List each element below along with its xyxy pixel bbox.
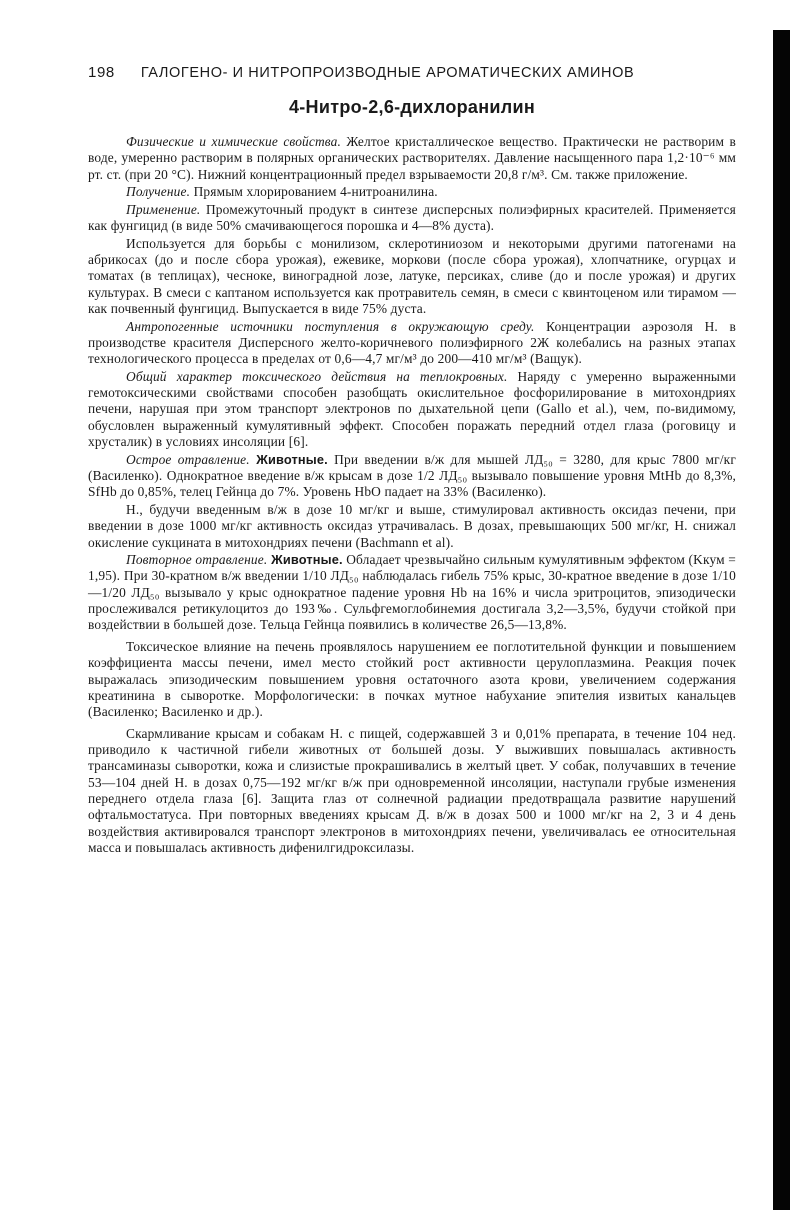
- paragraph-text: Концентрации аэрозоля Н. в производстве красителя Дисперсного желто-коричневого полиэфирного 2Ж колебались на разных этапах технологического процесса в пределах от 0,6—4,7 мг/м³ до 200—410 мг/м³ (Ващук).: [88, 318, 737, 367]
- paragraph-lead: Общий характер токсического действия на теплокровных.: [126, 368, 508, 384]
- paragraph-lead: Повторное отравление.: [126, 552, 268, 568]
- paragraph-feeding: [88, 726, 736, 857]
- paragraph-text: Прямым хлорированием 4-нитроанилина.: [190, 184, 438, 200]
- paragraph-text: Обладает чрезвычайно сильным кумулятивным эффектом (Kкум = 1,95). При 30-кратном в/ж введении 1/10 ЛД₅₀ наблюдалась гибель 75% крыс, 30-кратное введение в дозе 1/10—1/20 ЛД₅₀ вызывало у крыс однократное падение уровня Hb на 16% и числа эритроцитов, эпизодически прослеживался ретикулоцитоз до 193‰. Сульфгемоглобинемия достигала 3,2—3,5%, будучи стойкой при воздействии в большей дозе. Тельца Гейнца появились в количестве 26,5—13,8%.: [88, 552, 736, 633]
- paragraph-text: При введении в/ж для мышей ЛД₅₀ = 3280, для крыс 7800 мг/кг (Василенко). Однократное введение в/ж крысам в дозе 1/2 ЛД₅₀ вызывало повышение уровня MtHb до 8,3%, SfHb до 0,85%, телец Гейнца до 7%. Уровень HbO падает на 33% (Василенко).: [88, 451, 736, 500]
- paragraph-lead: Антропогенные источники поступления в окружающую среду.: [126, 318, 535, 334]
- paragraph-sources: [88, 319, 736, 368]
- running-title: ГАЛОГЕНО- И НИТРОПРОИЗВОДНЫЕ АРОМАТИЧЕСКИХ АМИНОВ: [140, 65, 635, 81]
- paragraph-application: [88, 202, 736, 235]
- paragraph-liver-kidney: [88, 639, 736, 721]
- paragraph-lead: Физические и химические свойства.: [126, 134, 342, 149]
- paragraph-lead: Острое отравление.: [126, 451, 250, 467]
- paragraph-repeated-poisoning: [88, 552, 736, 634]
- book-page: [88, 64, 736, 857]
- page-number: 198: [88, 64, 115, 81]
- paragraph-text: Н., будучи введенным в/ж в дозе 10 мг/кг и выше, стимулировал активность оксидаз печени, при введении в дозе 1000 мг/кг активность оксидаз утрачивалась. В дозах, превышающих 500 мг/кг, Н. снижал окисление сукцината в митохондриях печени (Bachmann et al).: [88, 501, 736, 550]
- running-head: [88, 64, 736, 86]
- paragraph-acute-poisoning: [88, 452, 736, 501]
- paragraph-subject: Животные.: [249, 451, 328, 467]
- article-title: 4-Нитро-2,6-дихлоранилин: [288, 97, 536, 117]
- paragraph-subject: Животные.: [267, 552, 343, 568]
- paragraph-general-toxicity: [88, 369, 736, 451]
- paragraph-text: Наряду с умеренно выраженными гемотоксическими свойствами способен разобщать окислительное фосфорилирование в митохондриях печени, нарушая при этом транспорт электронов по дыхательной цепи (Gallo et al.), чем, по-видимому, обусловлен выраженный кумулятивный эффект. Способен поражать передний отдел глаза (роговицу и хрусталик) в условиях инсоляции [6].: [88, 368, 736, 450]
- paragraph-production: [88, 184, 736, 200]
- paragraph-text: Используется для борьбы с монилизом, склеротиниозом и некоторыми другими патогенами на абрикосах (до и после сбора урожая), ежевике, моркови (после сбора урожая), хлопчатнике, огурцах и томатах (в теплицах), чесноке, виноградной лозе, латуке, персиках, сливе (до и после урожая) и других культурах. В смеси с каптаном используется как протравитель семян, в смеси с квинтоценом или тирамом — как почвенный фунгицид. Выпускается в виде 75% дуста.: [88, 235, 736, 316]
- paragraph-text: Желтое кристаллическое вещество. Практически не растворим в воде, умеренно растворим в полярных органических растворителях. Давление насыщенного пара 1,2·10⁻⁶ мм рт. ст. (при 20 °С). Нижний концентрационный предел взрываемости 20,8 г/м³. См. также приложение.: [88, 134, 736, 182]
- scan-dark-edge: [773, 30, 790, 1210]
- paragraph-text: Скармливание крысам и собакам Н. с пищей, содержавшей 3 и 0,01% препарата, в течение 104 нед. приводило к частичной гибели животных от большей дозы. У выживших повышалась активность трансаминазы сыворотки, кожа и слизистые прокрашивались в желтый цвет. У собак, получавших в течение 53—104 дней Н. в дозах 0,75—192 мг/кг в/ж при одновременной инсоляции, наступали грубые изменения переднего отдела глаза [6]. Защита глаз от солнечной радиации предотвращала развитие нарушений офтальмостатуса. При повторных введениях крысам Д. в/ж в дозах 500 и 1000 мг/кг на 2, 3 и 4 день воздействия активировался транспорт электронов в митохондриях печени, увеличивалась ее относительная масса и повышалась активность дифенилгидроксилазы.: [88, 725, 736, 855]
- paragraph-lead: Применение.: [126, 201, 201, 217]
- paragraph-usage: [88, 236, 736, 318]
- paragraph-text: Токсическое влияние на печень проявлялось нарушением ее поглотительной функции и повышением коэффициента массы печени, имел место стойкий рост активности церулоплазмина. Реакция почек выражалась эпизодическим повышением уровня остаточного азота крови, увеличением содержания креатинина в сыворотке. Морфологически: в почках мутное набухание эпителия извитых канальцев (Василенко; Василенко и др.).: [88, 638, 736, 720]
- paragraph-lead: Получение.: [126, 184, 191, 200]
- paragraph-physical-properties: [88, 134, 736, 183]
- paragraph-text: Промежуточный продукт в синтезе дисперсных полиэфирных красителей. Применяется как фунгицид (в виде 50% смачивающегося порошка и 4—8% дуста).: [88, 201, 736, 234]
- paragraph-oxidase: [88, 502, 736, 551]
- article-body: [88, 134, 736, 856]
